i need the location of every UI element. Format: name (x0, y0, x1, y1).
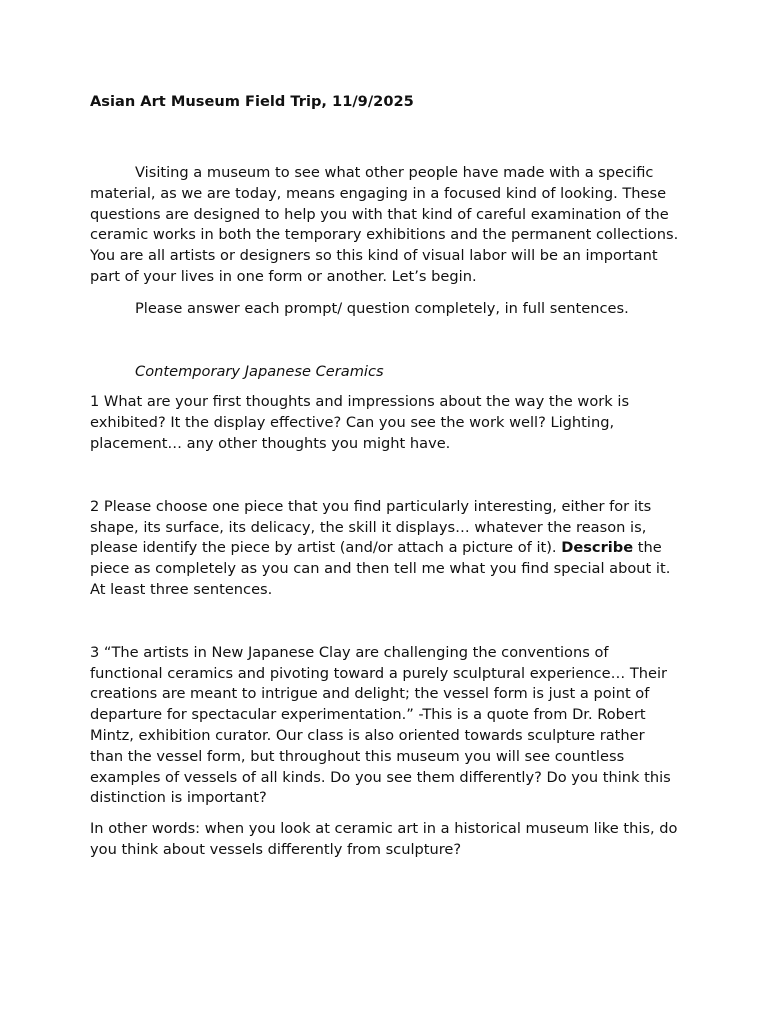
document-page (90, 92, 680, 861)
section-heading: Contemporary Japanese Ceramics (135, 362, 384, 380)
question-2-emphasis: Describe (561, 539, 634, 557)
question-3: 3 “The artists in New Japanese Clay are challenging the conventions of functional ceramics and pivoting toward a purely sculptural experience… Their creations are meant to intrigue and delight; the vessel form is just a point of departure for spectacular experimentation.” -This is a quote from Dr. Robert Mintz, exhibition curator. Our class is also oriented towards sculpture rather than the vessel form, but throughout this museum you will see countless examples of vessels of all kinds. Do you see them differently? Do you think this distinction is important? (90, 643, 671, 807)
question-2-text-start: 2 Please choose one piece that you find particularly interesting, either for its shape, its surface, its delicacy, the skill it displays… whatever the reason is, please identify the piece by artist (and/or attach a picture of it). (90, 497, 652, 557)
intro-paragraph: Visiting a museum to see what other people have made with a specific material, as we are today, means engaging in a focused kind of looking. These questions are designed to help you with that kind of careful examination of the ceramic works in both the temporary exhibitions and the permanent collections. You are all artists or designers so this kind of visual labor will be an important part of your lives in one form or another. Let’s begin. (90, 164, 679, 285)
question-1: 1 What are your first thoughts and impressions about the way the work is exhibited? It the display effective? Can you see the work well? Lighting, placement… any other thoughts you might have. (90, 393, 630, 452)
question-2 (90, 497, 680, 601)
document-title: Asian Art Museum Field Trip, 11/9/2025 (90, 93, 414, 110)
question-2-text-end: the piece as completely as you can and then tell me what you find special about it. At least three sentences. (90, 539, 671, 598)
question-3-followup: In other words: when you look at ceramic art in a historical museum like this, do you think about vessels differently from sculpture? (90, 820, 678, 858)
instructions-paragraph: Please answer each prompt/ question completely, in full sentences. (135, 299, 629, 317)
